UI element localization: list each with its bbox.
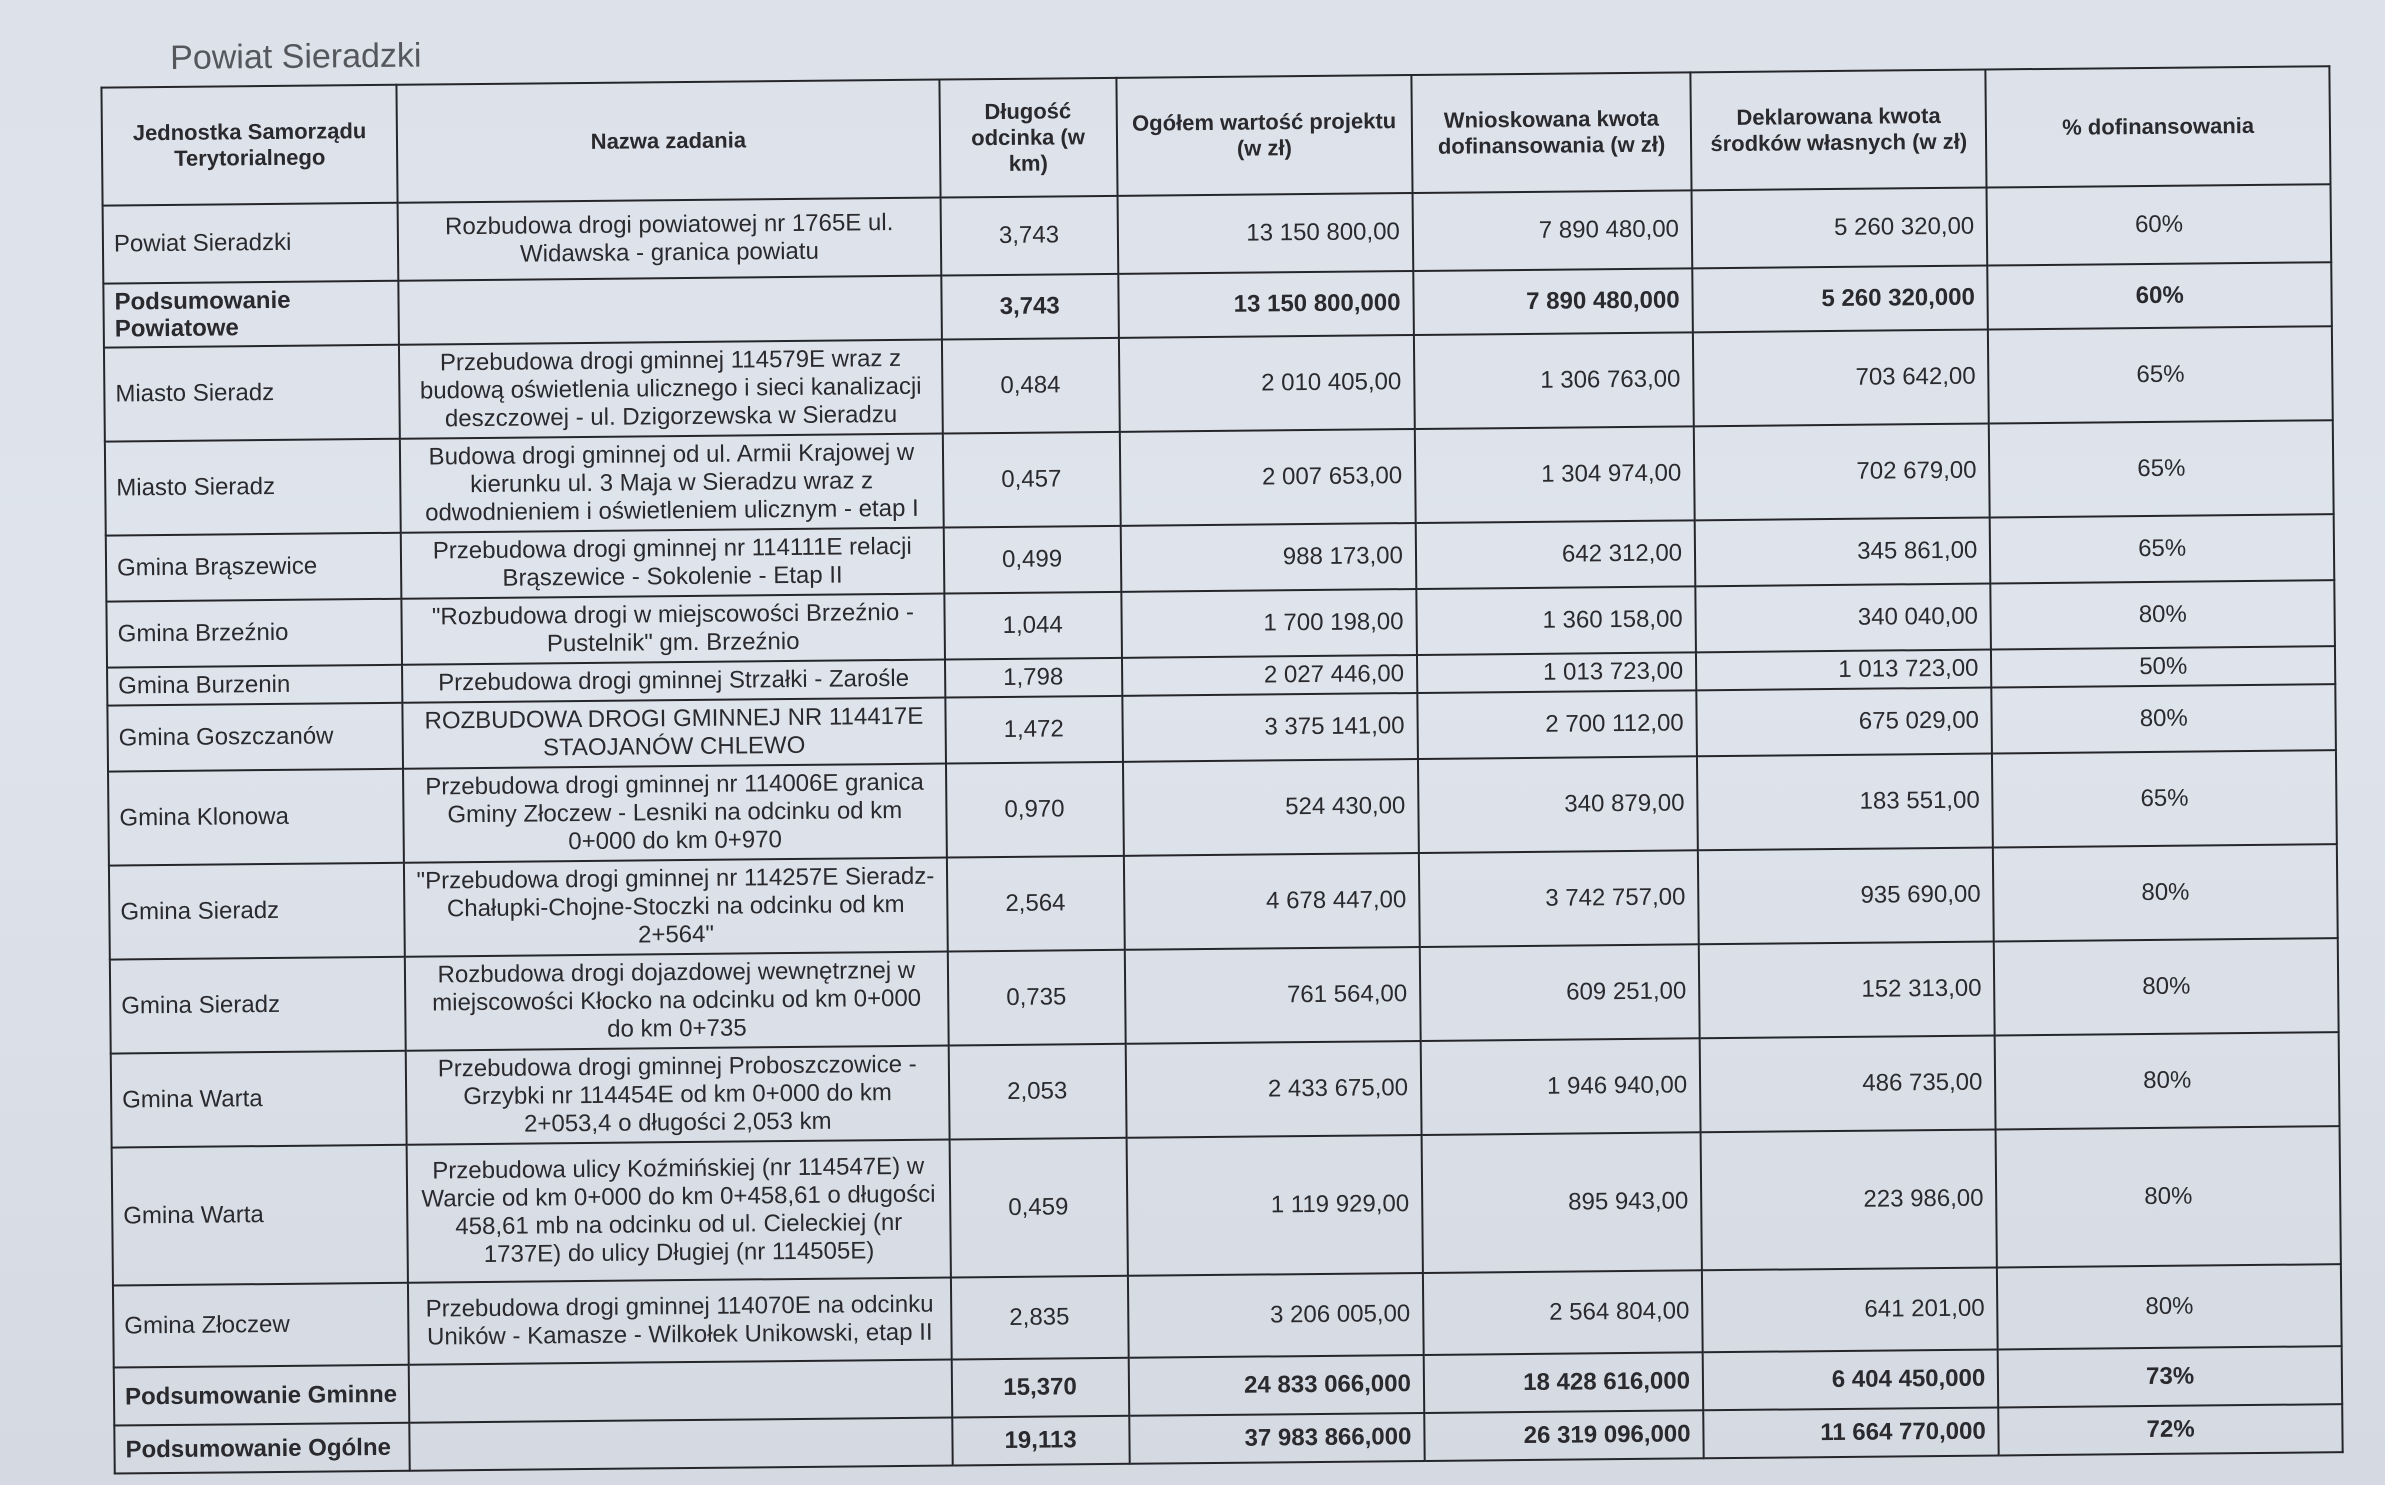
cell-task: Rozbudowa drogi dojazdowej wewnętrznej w miejscowości Kłocko na odcinku od km 0+000 do km 0+735 [405,952,948,1051]
cell-unit: Podsumowanie Ogólne [114,1423,410,1474]
cell-total: 524 430,00 [1123,759,1419,856]
cell-task: Przebudowa drogi gminnej Strzałki - Zarośle [402,660,945,703]
cell-task: "Rozbudowa drogi w miejscowości Brzeźnio - Pustelnik" gm. Brzeźnio [402,594,945,665]
cell-unit: Gmina Brzeźnio [106,599,402,668]
cell-total: 4 678 447,00 [1124,853,1420,950]
cell-unit: Gmina Klonowa [108,769,404,866]
cell-length: 0,457 [942,432,1120,528]
cell-unit: Podsumowanie Gminne [114,1365,410,1426]
header-task: Nazwa zadania [397,80,940,203]
cell-requested: 1 304 974,00 [1415,426,1695,523]
header-pct: % dofinansowania [1986,66,2331,187]
cell-task: Przebudowa drogi gminnej nr 114111E relacji Brąszewice - Sokolenie - Etap II [401,528,944,599]
cell-requested: 3 742 757,00 [1419,850,1699,947]
cell-unit: Gmina Sieradz [110,957,406,1054]
cell-own: 5 260 320,00 [1692,188,1988,269]
cell-pct: 80% [1997,1264,2341,1349]
cell-length: 0,499 [943,526,1121,594]
cell-requested: 1 013 723,00 [1417,652,1697,693]
header-length: Długość odcinka (w km) [939,78,1117,198]
cell-task [399,276,942,345]
cell-length: 3,743 [940,196,1118,276]
cell-task: Przebudowa ulicy Koźmińskiej (nr 114547E) w Warcie od km 0+000 do km 0+458,61 o długości 458,61 mb na odcinku od ul. Cieleckiej (nr 1737E) do ulicy Długiej (nr 114505E) [407,1140,951,1283]
cell-unit: Gmina Złoczew [113,1283,409,1368]
cell-pct: 65% [1990,514,2334,583]
cell-own: 935 690,00 [1698,847,1994,944]
cell-task: "Przebudowa drogi gminnej nr 114257E Sieradz-Chałupki-Chojne-Stoczki na odcinku od km 2+564" [404,858,947,957]
cell-own: 223 986,00 [1701,1129,1998,1270]
cell-own: 340 040,00 [1695,583,1991,652]
funding-table [100,65,2343,1474]
cell-pct: 65% [1989,420,2334,517]
cell-total: 24 833 066,000 [1128,1355,1424,1416]
cell-pct: 80% [1991,580,2335,649]
cell-length: 0,459 [949,1138,1127,1278]
cell-pct: 60% [1987,184,2331,265]
cell-length: 0,484 [941,338,1119,434]
cell-own: 1 013 723,00 [1696,649,1992,690]
cell-unit: Gmina Warta [112,1145,409,1286]
cell-unit: Miasto Sieradz [104,345,400,442]
cell-task: Budowa drogi gminnej od ul. Armii Krajowej w kierunku ul. 3 Maja w Sieradzu wraz z odwodnieniem i oświetleniem ulicznym - etap I [400,434,943,533]
cell-own: 11 664 770,000 [1703,1407,1999,1458]
cell-own: 6 404 450,000 [1703,1349,1999,1410]
cell-pct: 72% [1999,1404,2343,1455]
cell-unit: Powiat Sieradzki [103,203,399,284]
cell-requested: 2 564 804,00 [1423,1270,1703,1355]
cell-length: 0,735 [947,950,1125,1046]
cell-own: 702 679,00 [1694,423,1990,520]
cell-own: 5 260 320,000 [1692,266,1988,333]
cell-task: Przebudowa drogi gminnej Proboszczowice - Grzybki nr 114454E od km 0+000 do km 2+053,4 o długości 2,053 km [406,1046,949,1145]
table-row [112,1126,2341,1285]
cell-total: 2 007 653,00 [1119,429,1415,526]
cell-unit: Gmina Burzenin [107,665,403,706]
cell-pct: 60% [1988,262,2332,329]
cell-total: 3 375 141,00 [1122,693,1418,762]
cell-length: 15,370 [951,1358,1129,1418]
header-own: Deklarowana kwota środków własnych (w zł) [1690,70,1986,191]
cell-total: 1 700 198,00 [1121,589,1417,658]
cell-requested: 895 943,00 [1421,1132,1701,1273]
cell-pct: 80% [1995,1032,2340,1129]
cell-length: 1,798 [944,658,1122,698]
cell-pct: 80% [1996,1126,2341,1267]
cell-total: 761 564,00 [1124,947,1420,1044]
cell-task [409,1360,952,1423]
cell-requested: 1 306 763,00 [1414,332,1694,429]
cell-requested: 340 879,00 [1418,756,1698,853]
cell-own: 183 551,00 [1697,753,1993,850]
cell-requested: 2 700 112,00 [1417,690,1697,759]
cell-task: Przebudowa drogi gminnej 114070E na odcinku Uników - Kamasze - Wilkołek Unikowski, etap II [408,1278,951,1365]
cell-unit: Gmina Warta [111,1051,407,1148]
cell-requested: 1 360 158,00 [1416,586,1696,655]
cell-length: 1,472 [945,696,1123,764]
cell-requested: 609 251,00 [1420,944,1700,1041]
cell-unit: Gmina Sieradz [109,863,405,960]
cell-length: 2,053 [948,1044,1126,1140]
header-total: Ogółem wartość projektu (w zł) [1116,75,1412,196]
cell-unit: Podsumowanie Powiatowe [103,281,399,348]
cell-own: 703 642,00 [1693,330,1989,427]
cell-pct: 80% [1992,684,2336,753]
cell-total: 2 010 405,00 [1119,335,1415,432]
cell-total: 988 173,00 [1120,523,1416,592]
cell-unit: Miasto Sieradz [105,439,401,536]
document [60,18,2324,1475]
cell-pct: 65% [1988,326,2333,423]
cell-unit: Gmina Goszczanów [107,703,403,772]
cell-pct: 65% [1992,750,2337,847]
cell-own: 641 201,00 [1702,1267,1998,1352]
cell-pct: 73% [1998,1346,2342,1407]
header-requested: Wnioskowana kwota dofinansowania (w zł) [1411,72,1691,193]
cell-total: 13 150 800,00 [1117,193,1413,274]
header-row [101,66,2330,205]
cell-own: 345 861,00 [1695,517,1991,586]
cell-pct: 80% [1994,938,2339,1035]
cell-own: 152 313,00 [1699,941,1995,1038]
cell-task [410,1418,953,1471]
cell-task: Przebudowa drogi gminnej nr 114006E granica Gminy Złoczew - Lesniki na odcinku od km 0+000 do km 0+970 [403,764,946,863]
cell-requested: 7 890 480,000 [1413,268,1693,335]
cell-total: 37 983 866,000 [1129,1413,1425,1464]
page-title: Powiat Sieradzki [169,36,422,77]
cell-task: Przebudowa drogi gminnej 114579E wraz z budową oświetlenia ulicznego i sieci kanalizacji deszczowej - ul. Dzigorzewska w Sieradzu [399,340,942,439]
cell-length: 2,835 [950,1276,1128,1360]
cell-own: 675 029,00 [1696,687,1992,756]
cell-length: 3,743 [941,274,1119,340]
cell-length: 19,113 [952,1416,1130,1466]
cell-requested: 26 319 096,000 [1424,1410,1704,1461]
header-unit: Jednostka Samorządu Terytorialnego [101,85,397,206]
cell-pct: 50% [1991,646,2335,687]
cell-length: 0,970 [945,762,1123,858]
cell-unit: Gmina Brąszewice [106,533,402,602]
cell-total: 1 119 929,00 [1126,1135,1423,1276]
cell-total: 3 206 005,00 [1128,1273,1424,1358]
cell-length: 2,564 [946,856,1124,952]
cell-requested: 7 890 480,00 [1412,190,1692,271]
cell-own: 486 735,00 [1700,1035,1996,1132]
cell-total: 2 433 675,00 [1125,1041,1421,1138]
cell-requested: 1 946 940,00 [1421,1038,1701,1135]
cell-length: 1,044 [944,592,1122,660]
cell-total: 2 027 446,00 [1122,655,1418,696]
cell-total: 13 150 800,000 [1118,271,1414,338]
cell-pct: 80% [1993,844,2338,941]
cell-requested: 18 428 616,000 [1424,1352,1704,1413]
cell-requested: 642 312,00 [1416,520,1696,589]
cell-task: ROZBUDOWA DROGI GMINNEJ NR 114417E STAOJANÓW CHLEWO [403,698,946,769]
cell-task: Rozbudowa drogi powiatowej nr 1765E ul. Widawska - granica powiatu [398,198,941,281]
